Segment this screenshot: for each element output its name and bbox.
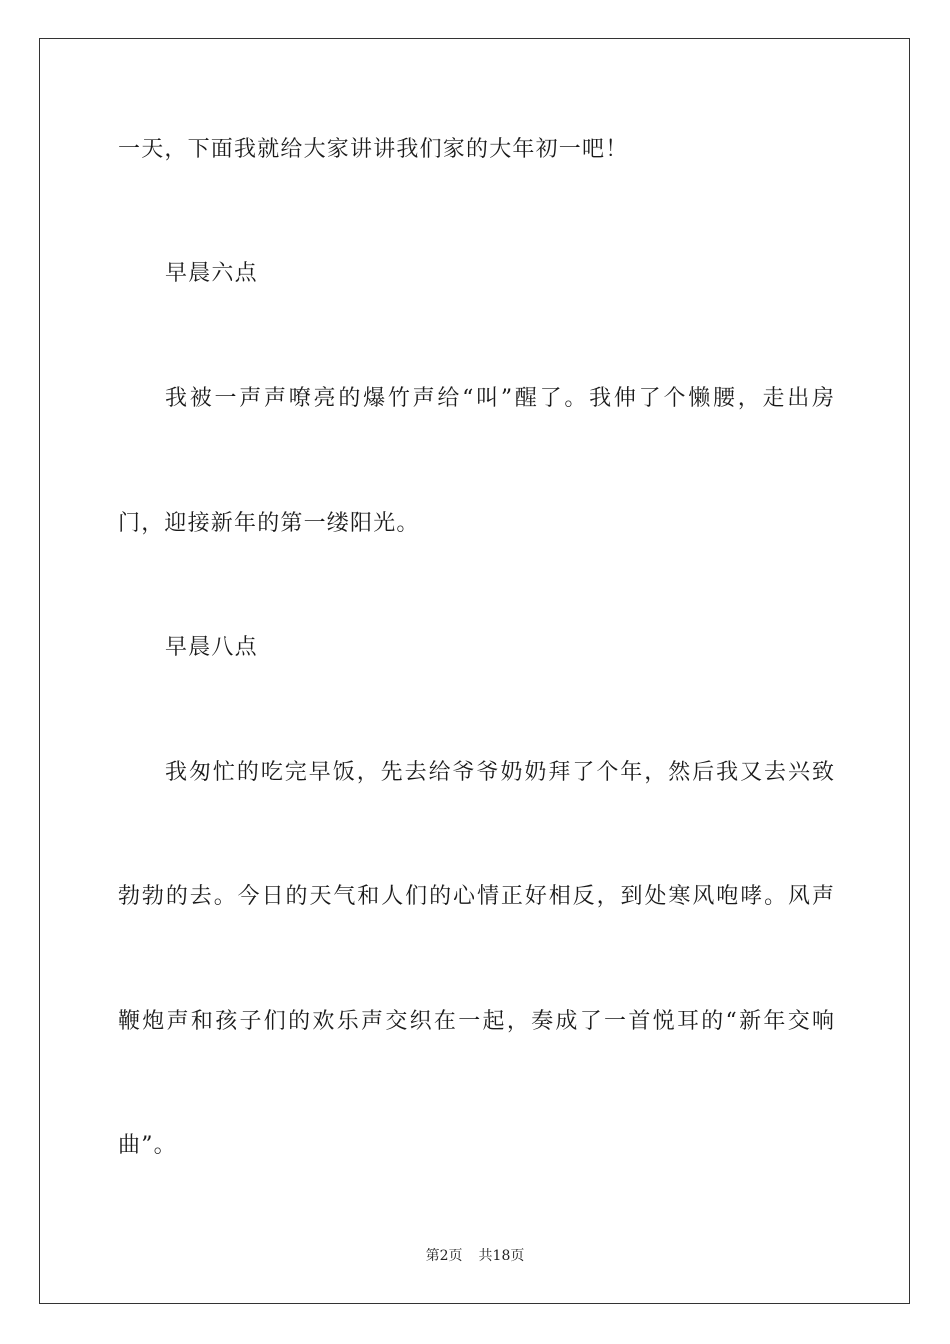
section-heading: 早晨八点 [165, 635, 258, 660]
page-total: 共18页 [478, 1248, 525, 1264]
section-heading: 早晨六点 [165, 261, 258, 286]
paragraph-line: 我匆忙的吃完早饭，先去给爷爷奶奶拜了个年，然后我又去兴致 [165, 760, 834, 785]
paragraph-line: 我被一声声嘹亮的爆竹声给“叫”醒了。我伸了个懒腰，走出房 [165, 386, 834, 411]
paragraph-line: 曲”。 [118, 1133, 177, 1158]
page-border [39, 38, 910, 1304]
paragraph-line: 鞭炮声和孩子们的欢乐声交织在一起，奏成了一首悦耳的“新年交响 [118, 1009, 834, 1034]
paragraph-line: 一天，下面我就给大家讲讲我们家的大年初一吧！ [118, 137, 629, 162]
page-footer [0, 1247, 950, 1265]
paragraph-line: 门，迎接新年的第一缕阳光。 [118, 511, 420, 536]
paragraph-line: 勃勃的去。今日的天气和人们的心情正好相反，到处寒风咆哮。风声 [118, 884, 834, 909]
page-number: 第2页 [425, 1248, 463, 1264]
